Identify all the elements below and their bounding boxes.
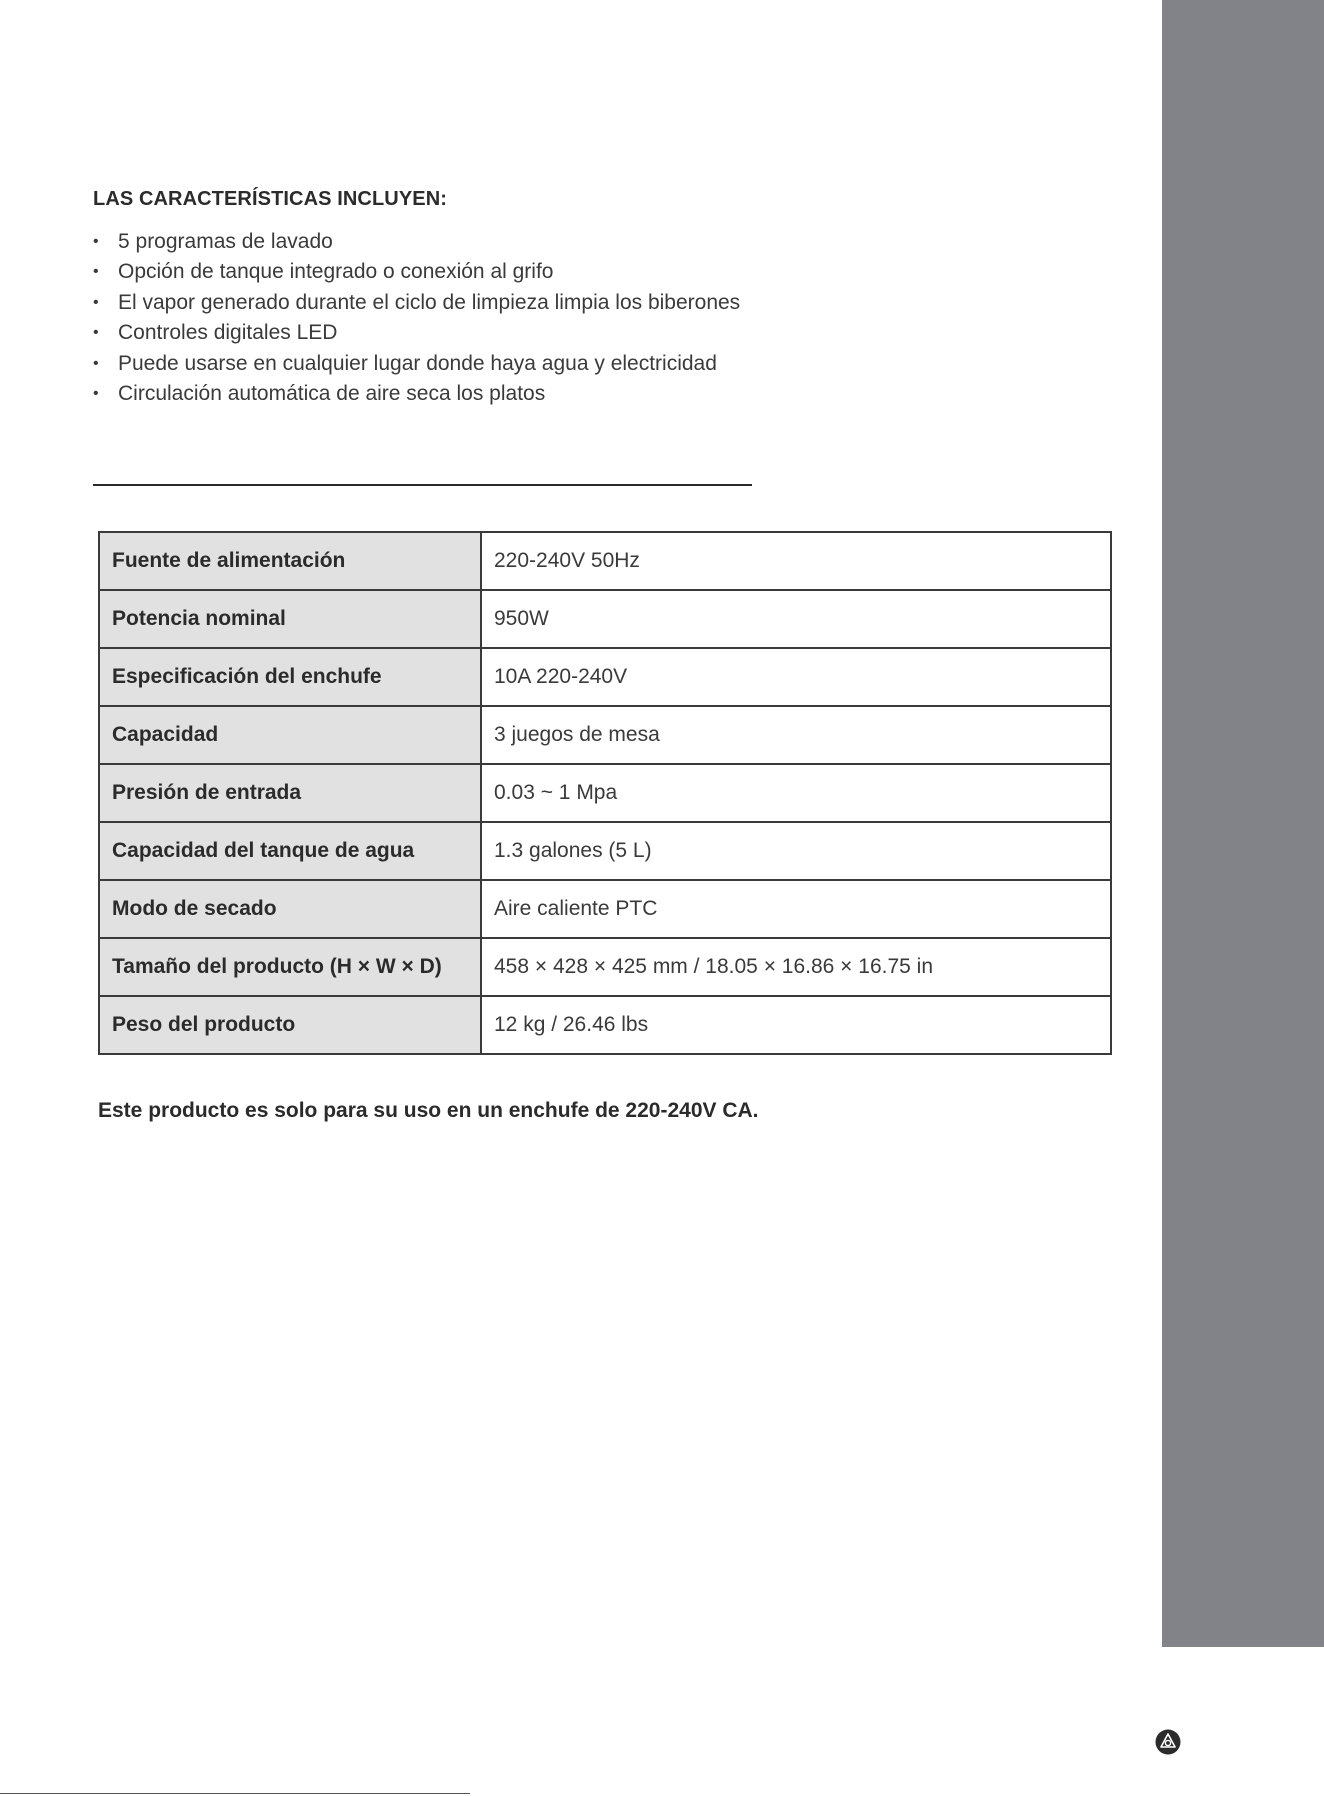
spec-value: 12 kg / 26.46 lbs — [481, 996, 1111, 1054]
table-row — [99, 764, 1111, 822]
spec-value: Aire caliente PTC — [481, 880, 1111, 938]
side-color-band — [1162, 0, 1324, 1647]
spec-value: 458 × 428 × 425 mm / 18.05 × 16.86 × 16.75 in — [481, 938, 1111, 996]
spec-value: 1.3 galones (5 L) — [481, 822, 1111, 880]
bullet-icon: • — [93, 233, 99, 250]
feature-text: 5 programas de lavado — [118, 230, 333, 253]
spec-label: Capacidad — [99, 706, 481, 764]
bullet-icon: • — [93, 354, 99, 372]
table-row — [99, 648, 1111, 706]
spec-label: Especificación del enchufe — [99, 648, 481, 706]
spec-value: 220-240V 50Hz — [481, 532, 1111, 590]
spec-value: 950W — [481, 590, 1111, 648]
feature-text: Opción de tanque integrado o conexión al grifo — [118, 260, 554, 284]
bullet-icon: • — [93, 324, 99, 342]
bullet-icon: • — [93, 293, 99, 311]
voltage-note: Este producto es solo para su uso en un enchufe de 220-240V CA. — [98, 1099, 759, 1122]
spec-label: Tamaño del producto (H × W × D) — [99, 938, 481, 996]
table-row — [99, 880, 1111, 938]
spec-value: 0.03 ~ 1 Mpa — [481, 764, 1111, 822]
spec-value: 3 juegos de mesa — [481, 706, 1111, 764]
table-row — [99, 706, 1111, 764]
feature-text: Circulación automática de aire seca los platos — [118, 381, 546, 405]
specifications-table — [98, 531, 1112, 1055]
spec-label: Peso del producto — [99, 996, 481, 1054]
table-row — [99, 938, 1111, 996]
table-row — [99, 532, 1111, 590]
feature-item — [93, 257, 740, 287]
spec-label: Modo de secado — [99, 880, 481, 938]
feature-item — [93, 349, 740, 379]
feature-text: Puede usarse en cualquier lugar donde haya agua y electricidad — [118, 351, 717, 375]
spec-label: Fuente de alimentación — [99, 532, 481, 590]
feature-text: Controles digitales LED — [118, 321, 338, 345]
feature-item — [93, 227, 740, 257]
spec-label: Presión de entrada — [99, 764, 481, 822]
features-heading: LAS CARACTERÍSTICAS INCLUYEN: — [93, 188, 448, 210]
brand-logo-icon — [1155, 1729, 1181, 1755]
features-list — [93, 227, 740, 409]
table-row — [99, 996, 1111, 1054]
spec-label: Potencia nominal — [99, 590, 481, 648]
footer-line — [0, 1793, 470, 1794]
table-row — [99, 822, 1111, 880]
spec-label: Capacidad del tanque de agua — [99, 822, 481, 880]
spec-value: 10A 220-240V — [481, 648, 1111, 706]
bullet-icon: • — [93, 384, 99, 402]
section-divider — [93, 484, 752, 486]
feature-item — [93, 318, 740, 348]
feature-text: El vapor generado durante el ciclo de limpieza limpia los biberones — [118, 290, 741, 314]
feature-item — [93, 379, 740, 409]
bullet-icon: • — [93, 263, 99, 281]
table-row — [99, 590, 1111, 648]
feature-item — [93, 288, 740, 318]
